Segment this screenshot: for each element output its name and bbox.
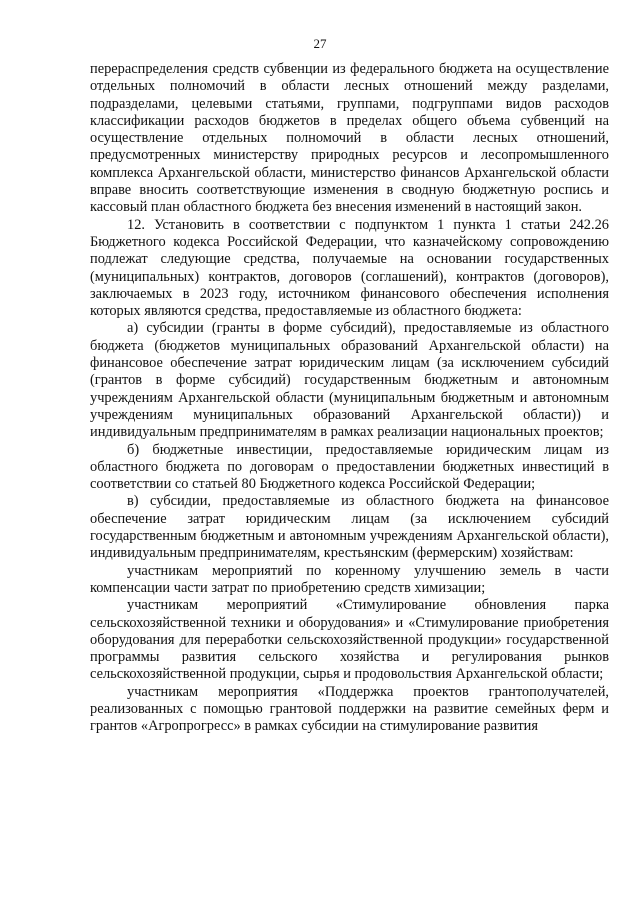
paragraph-subitem-v: в) субсидии, предоставляемые из областного бюджета на финансовое обеспечение затрат юридическим лицам (за исключением субсидий государственным бюджетным и автономным учреждениям Архангельской области), индивидуальным предпринимателям, крестьянским (фермерским) хозяйствам: [90,493,609,562]
document-body [90,61,609,736]
paragraph-subitem-a: а) субсидии (гранты в форме субсидий), предоставляемые из областного бюджета (бюджетов муниципальных образований Архангельской области) на финансовое обеспечение затрат юридическим лицам (за исключением субсидий (грантов в форме субсидий) государственным бюджетным и автономным учреждениям Архангельской области (муниципальным бюджетным и автономным учреждениям муниципальных образований Архангельской области)) и индивидуальным предпринимателям в рамках реализации национальных проектов; [90,320,609,441]
paragraph-subitem-b: б) бюджетные инвестиции, предоставляемые юридическим лицам из областного бюджета по договорам о предоставлении бюджетных инвестиций в соответствии со статьей 80 Бюджетного кодекса Российской Федерации; [90,441,609,493]
page-number: 27 [313,36,327,51]
paragraph-machinery-renewal: участникам мероприятий «Стимулирование обновления парка сельскохозяйственной техники и оборудования» и «Стимулирование приобретения оборудования для переработки сельскохозяйственной продукции» государственной программы развития сельского хозяйства и регулирования рынков сельскохозяйственной продукции, сырья и продовольствия Архангельской области; [90,597,609,683]
paragraph-item-12: 12. Установить в соответствии с подпунктом 1 пункта 1 статьи 242.26 Бюджетного кодекса Российской Федерации, что казначейскому сопровождению подлежат следующие средства, получаемые на основании государственных (муниципальных) контрактов, договоров (соглашений), контрактов (договоров), заключаемых в 2023 году, источником финансового обеспечения исполнения которых являются средства, предоставляемые из областного бюджета: [90,216,609,320]
paragraph-land-improvement: участникам мероприятий по коренному улучшению земель в части компенсации части затрат по приобретению средств химизации; [90,562,609,596]
paragraph-continuation: перераспределения средств субвенции из федерального бюджета на осуществление отдельных полномочий в области лесных отношений между разделами, подразделами, целевыми статьями, группами, подгруппами видов расходов классификации расходов бюджетов в пределах общего объема субвенций на осуществление отдельных полномочий в области лесных отношений, предусмотренных министерству природных ресурсов и лесопромышленного комплекса Архангельской области, министерство финансов Архангельской области вправе вносить соответствующие изменения в сводную бюджетную роспись и кассовый план областного бюджета без внесения изменений в настоящий закон. [90,61,609,216]
paragraph-grant-projects: участникам мероприятия «Поддержка проектов грантополучателей, реализованных с помощью грантовой поддержки на развитие семейных ферм и грантов «Агропрогресс» в рамках субсидии на стимулирование развития [90,683,609,735]
